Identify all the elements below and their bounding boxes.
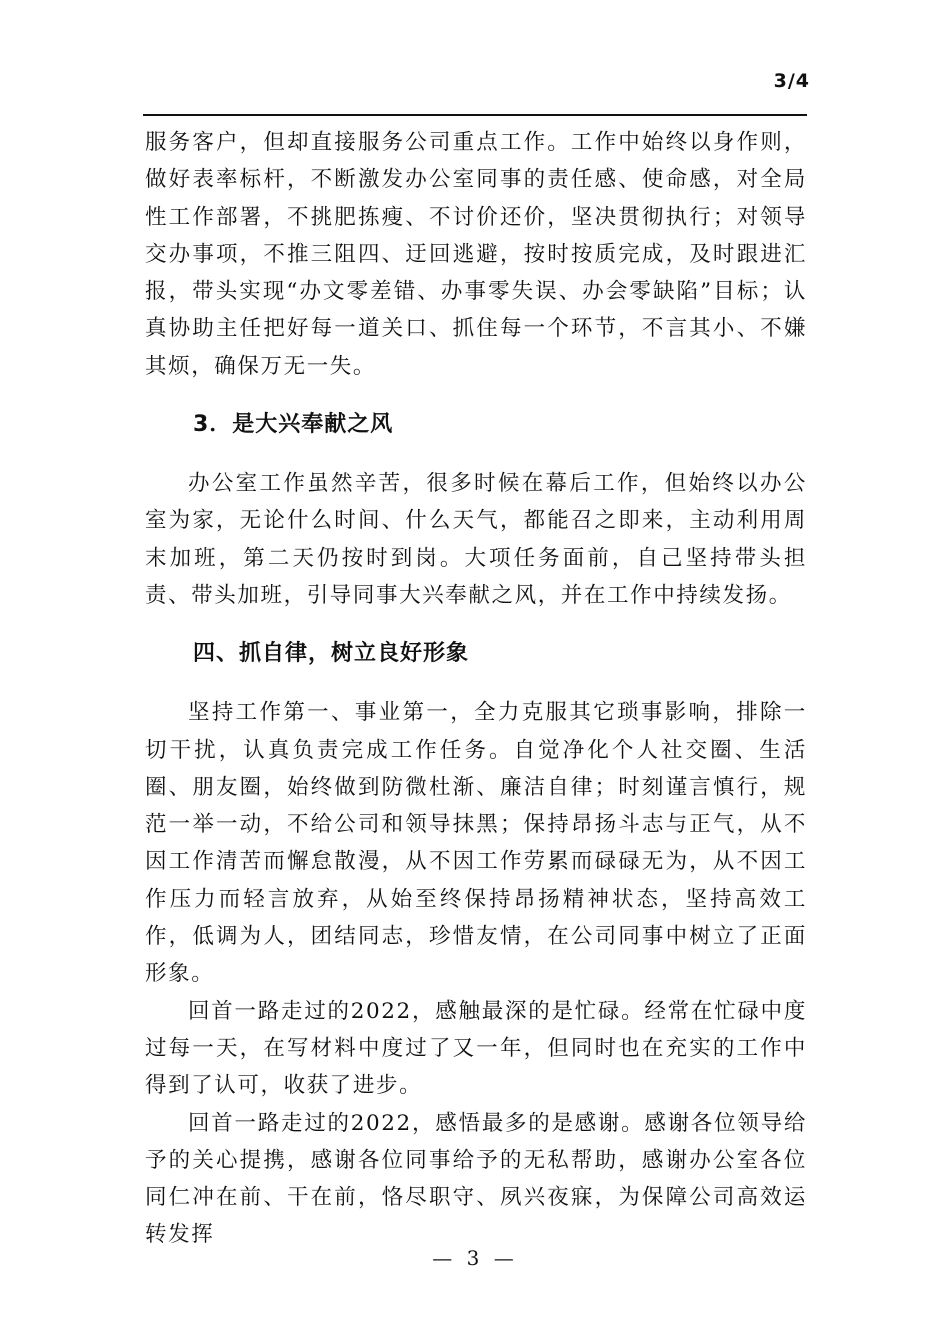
paragraph-busy-reflection: 回首一路走过的2022，感触最深的是忙碌。经常在忙碌中度过每一天，在写材料中度过了又一年，但同时也在充实的工作中得到了认可，收获了进步。 [145, 998, 807, 1099]
document-body [145, 124, 807, 1254]
page-indicator: 3/4 [773, 70, 810, 92]
paragraph-gratitude: 回首一路走过的2022，感悟最多的是感谢。感谢各位领导给予的关心提携，感谢各位同事给予的无私帮助，感谢办公室各位同仁冲在前、干在前，恪尽职守、夙兴夜寐，为保障公司高效运转发挥 [145, 1110, 807, 1248]
paragraph-dedication: 办公室工作虽然辛苦，很多时候在幕后工作，但始终以办公室为家，无论什么时间、什么天气，都能召之即来，主动利用周末加班，第二天仍按时到岗。大项任务面前，自己坚持带头担责、带头加班，引导同事大兴奉献之风，并在工作中持续发扬。 [145, 471, 807, 608]
paragraph-self-discipline: 坚持工作第一、事业第一，全力克服其它琐事影响，排除一切干扰，认真负责完成工作任务。自觉净化个人社交圈、生活圈、朋友圈，始终做到防微杜渐、廉洁自律；时刻谨言慎行，规范一举一动，不给公司和领导抹黑；保持昂扬斗志与正气，从不因工作清苦而懈怠散漫，从不因工作劳累而碌碌无为，从不因工作压力而轻言放弃，从始至终保持昂扬精神状态，坚持高效工作，低调为人，团结同志，珍惜友情，在公司同事中树立了正面形象。 [145, 700, 807, 987]
paragraph-lead-continuation: 服务客户，但却直接服务公司重点工作。工作中始终以身作则，做好表率标杆，不断激发办公室同事的责任感、使命感，对全局性工作部署，不挑肥拣瘦、不讨价还价，坚决贯彻执行；对领导交办事项，不推三阻四、迂回逃避，按时按质完成，及时跟进汇报，带头实现“办文零差错、办事零失误、办会零缺陷”目标；认真协助主任把好每一道关口、抓住每一个环节，不言其小、不嫌其烦，确保万无一失。 [145, 130, 807, 379]
subheading-dedication: 3．是大兴奉献之风 [193, 412, 394, 438]
section-heading-self-discipline: 四、抓自律，树立良好形象 [193, 641, 470, 667]
page-number: — 3 — [432, 1246, 518, 1270]
header-divider [143, 114, 807, 116]
